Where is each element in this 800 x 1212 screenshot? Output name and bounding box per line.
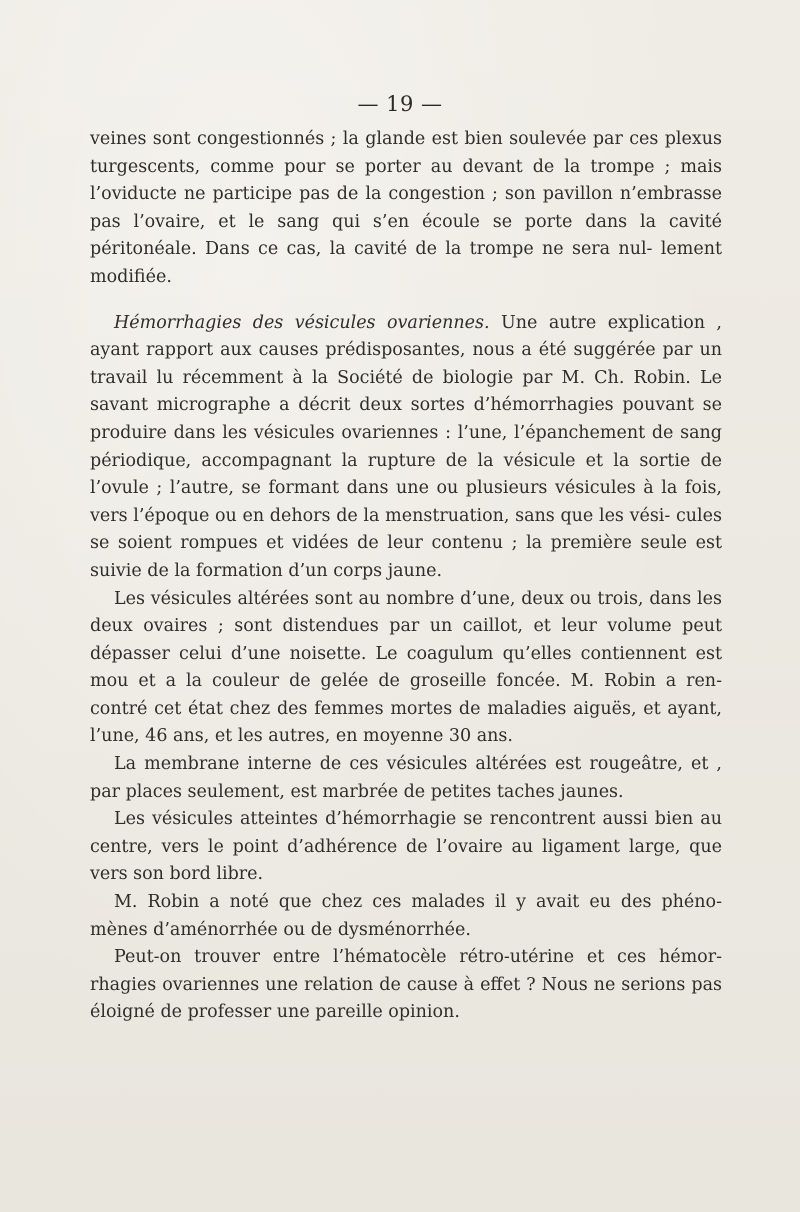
body-text bbox=[90, 126, 722, 1027]
paragraph-5: Les vésicules atteintes d’hémorrhagie se rencontrent aussi bien au centre, vers le point d’adhérence de l’ovaire au ligament large, que vers son bord libre. bbox=[90, 809, 722, 885]
page-number: — 19 — bbox=[357, 92, 443, 116]
section-heading: Hémorrhagies des vésicules ovariennes. bbox=[114, 312, 490, 333]
paragraph-1: veines sont congestionnés ; la glande est bien soulevée par ces plexus turgescents, comme pour se porter au devant de la trompe ; mais l’oviducte ne participe pas de la congestion ; son pavillon n’embrasse pas l’ovaire, et le sang qui s’en écoule se porte dans la cavité péritonéale. Dans ce cas, la cavité de la trompe ne sera nul- lement modifiée. bbox=[90, 129, 722, 287]
paragraph-2 bbox=[90, 310, 722, 586]
paragraph-3: Les vésicules altérées sont au nombre d’une, deux ou trois, dans les deux ovaires ; sont distendues par un caillot, et leur volume peut dépasser celui d’une noisette. Le coagulum qu’elles contiennent est mou et a la couleur de gelée de groseille foncée. M. Robin a ren- contré cet état chez des femmes mortes de maladies aiguës, et ayant, l’une, 46 ans, et les autres, en moyenne 30 ans. bbox=[90, 588, 722, 747]
paragraph-2-text: Une autre explication , ayant rapport aux causes prédisposantes, nous a été suggérée par un travail lu récemment à la Société de biologie par M. Ch. Robin. Le savant micrographe a décrit deux sortes d’hémorrhagies pouvant se produire dans les vésicules ovariennes : l’une, l’épanchement de sang périodique, accompagnant la rupture de la vésicule et la sortie de l’ovule ; l’autre, se formant dans une ou plusieurs vésicules à la fois, vers l’époque ou en dehors de la menstruation, sans que les vési- cules se soient rompues et vidées de leur contenu ; la première seule est suivie de la formation d’un corps jaune. bbox=[90, 312, 722, 581]
paragraph-6: M. Robin a noté que chez ces malades il y avait eu des phéno- mènes d’aménorrhée ou de dysménorrhée. bbox=[90, 892, 722, 940]
paragraph-4: La membrane interne de ces vésicules altérées est rougeâtre, et , par places seulement, est marbrée de petites taches jaunes. bbox=[90, 754, 722, 802]
paragraph-7: Peut-on trouver entre l’hématocèle rétro-utérine et ces hémor- rhagies ovariennes une relation de cause à effet ? Nous ne serions pas éloigné de professer une pareille opinion. bbox=[90, 947, 722, 1023]
